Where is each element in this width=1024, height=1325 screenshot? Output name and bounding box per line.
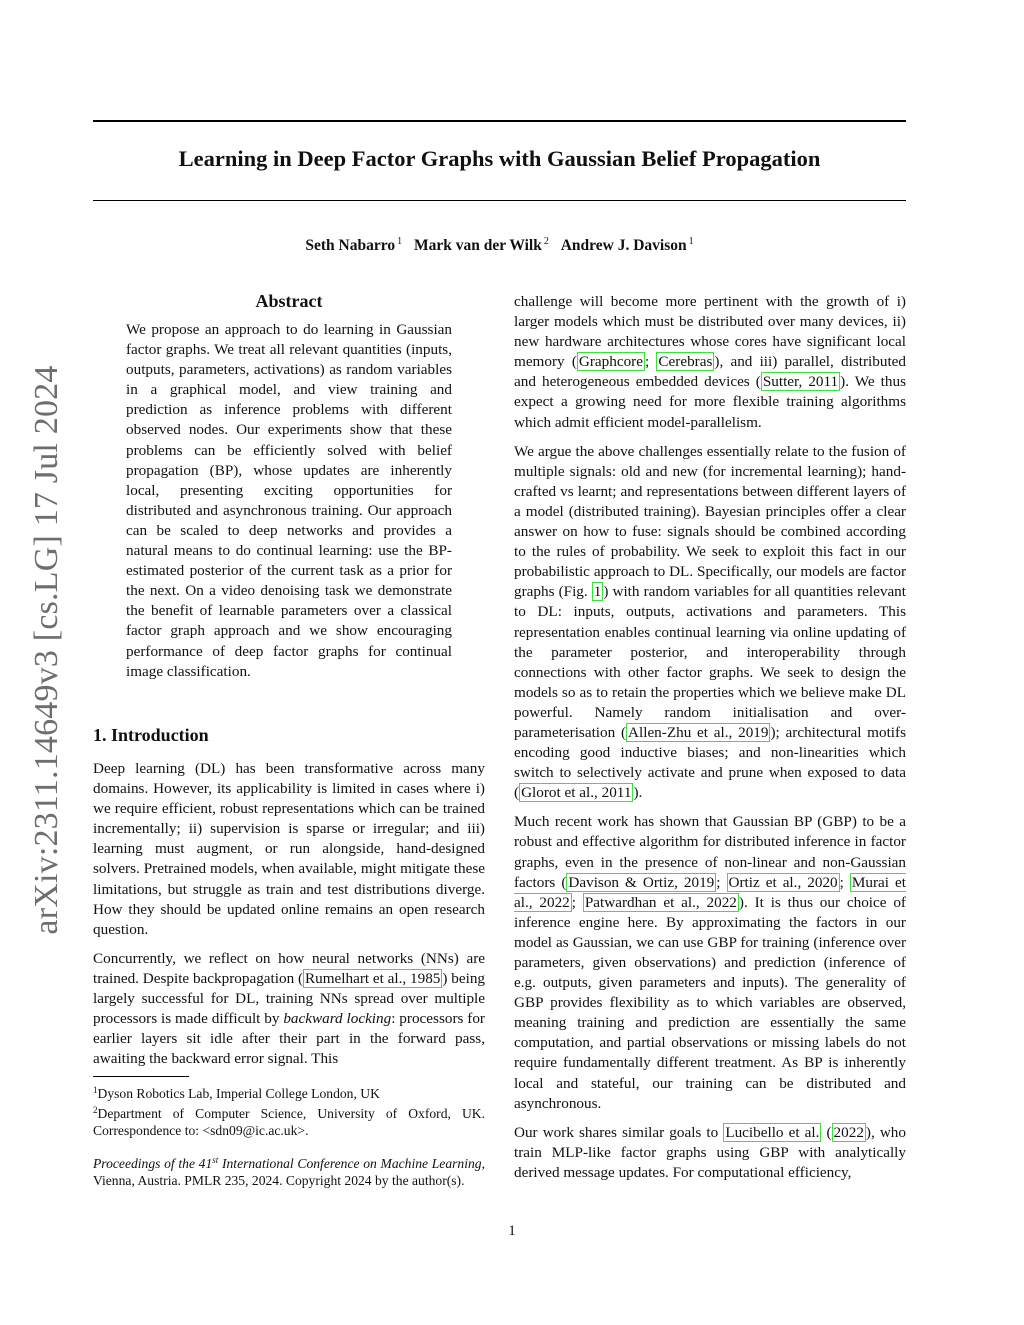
title-rule-bottom <box>93 200 906 201</box>
citation-link[interactable]: Murai et al., 2022 <box>514 873 906 911</box>
citation-link[interactable]: Sutter, 2011 <box>762 373 839 391</box>
citation-link[interactable]: Graphcore <box>578 353 643 371</box>
footnote-affiliation-2: $^2$Department of Computer Science, University of Oxford, UK. Correspondence to: <sdn09@ic.ac.uk>. <box>93 1105 485 1138</box>
figure-link[interactable]: 1 <box>593 583 602 601</box>
proceedings-note: Proceedings of the 41st International Conference on Machine Learning, Vienna, Austria. PMLR 235, 2024. Copyright 2024 by the author(s). <box>93 1155 485 1188</box>
footnotes <box>93 1082 485 1189</box>
paper-title: Learning in Deep Factor Graphs with Gaussian Belief Propagation <box>178 146 821 171</box>
introduction-heading: 1. Introduction <box>93 725 209 745</box>
page-number: 1 <box>508 1223 516 1239</box>
author: Andrew J. Davison $^1$ <box>560 236 694 254</box>
citation-link[interactable]: Glorot et al., 2011 <box>521 784 632 802</box>
footnote-affiliation-1: $^1$Dyson Robotics Lab, Imperial College London, UK <box>93 1085 380 1101</box>
abstract-heading: Abstract <box>255 291 323 311</box>
citation-link[interactable]: 2022 <box>833 1123 864 1141</box>
emphasis-text: backward locking <box>283 1010 392 1028</box>
citation-link[interactable]: Allen-Zhu et al., 2019 <box>628 723 769 741</box>
citation-link[interactable]: Patwardhan et al., 2022 <box>584 893 737 911</box>
introduction-section <box>93 724 485 1069</box>
intro-paragraph: Concurrently, we reflect on how neural networks (NNs) are trained. Despite backpropagation ( Rumelhart et al., 1985 ) being largely successful for DL, training NNs spread over multiple processors is made difficult by backward locking: processors for earlier layers sit idle after their part in the forward pass, awaiting the backward error signal. This <box>93 949 486 1068</box>
right-column <box>514 292 906 1183</box>
citation-link[interactable]: Davison & Ortiz, 2019 <box>568 873 715 891</box>
body-paragraph: We argue the above challenges essentially relate to the fusion of multiple signals: old and new (for incremental learning); hand-crafted vs learnt; and representations between different layers of a model (distributed training). Bayesian principles offer a clear answer on how to fuse: signals should be combined according to the rules of probability. We seek to exploit this fact in our probabilistic approach to DL. Specifically, our models are factor graphs (Fig. 1 ) with random variables for all quantities relevant to DL: inputs, outputs, activations and parameters. This representation enables continual learning via online updating of the parameter posterior, and interoperability through connections with other factor graphs. We seek to design the models so as to retain the properties which we believe make DL powerful. Namely random initialisation and over-parameterisation ( Allen-Zhu et al., 2019 ); architectural motifs encoding good inductive biases; and non-linearities which switch to selectively activate and prune when exposed to data ( Glorot et al., 2011 ). <box>514 442 906 802</box>
citation-link[interactable]: Ortiz et al., 2020 <box>728 873 838 891</box>
author-list <box>93 236 906 255</box>
abstract-section <box>126 290 452 682</box>
footnote-rule <box>93 1076 189 1077</box>
body-paragraph: Our work shares similar goals to Lucibello et al. ( 2022 ), who train MLP-like factor graphs using GBP with analytically derived message updates. For computational efficiency, <box>514 1123 906 1181</box>
body-paragraph: challenge will become more pertinent with the growth of i) larger models which must be distributed over many devices, ii) new hardware architectures whose cores have significant local memory ( Graphcore ; Cerebras ), and iii) parallel, distributed and heterogeneous embedded devices ( Sutter, 2011 ). We thus expect a growing need for more flexible training algorithms which admit efficient model-parallelism. <box>514 293 906 431</box>
title-rule-top <box>93 120 906 122</box>
citation-link[interactable]: Cerebras <box>658 353 713 371</box>
arxiv-identifier-text: arXiv:2311.14649v3 [cs.LG] 17 Jul 2024 <box>28 365 65 935</box>
intro-paragraph: Deep learning (DL) has been transformative across many domains. However, its applicability is limited in cases where i) we require efficient, robust representations which can be trained incrementally; ii) supervision is sparse or irregular; and iii) learning must augment, or run alongside, hand-designed solvers. Pretrained models, when available, might mitigate these limitations, but struggle as train and test distributions diverge. How they should be updated online remains an open research question. <box>93 760 485 938</box>
author: Mark van der Wilk $^2$ <box>413 236 549 254</box>
author: Seth Nabarro $^1$ <box>305 236 403 254</box>
citation-link[interactable]: Lucibello et al. <box>725 1123 820 1141</box>
citation-link[interactable]: Rumelhart et al., 1985 <box>305 969 441 987</box>
abstract-text: We propose an approach to do learning in Gaussian factor graphs. We treat all relevant quantities (inputs, outputs, parameters, activations) as random variables in a graphical model, and view training and prediction as inference problems with different observed nodes. Our experiments show that these problems can be efficiently solved with belief propagation (BP), whose updates are inherently local, presenting exciting opportunities for distributed and asynchronous training. Our approach can be scaled to deep networks and provides a natural means to do continual learning: use the BP-estimated posterior of the current task as a prior for the next. On a video denoising task we demonstrate the benefit of learnable parameters over a classical factor graph approach and we show encouraging performance of deep factor graphs for continual image classification. <box>126 321 452 680</box>
body-paragraph: Much recent work has shown that Gaussian BP (GBP) to be a robust and effective algorithm for distributed inference in factor graphs, even in the presence of non-linear and non-Gaussian factors ( Davison & Ortiz, 2019 ; Ortiz et al., 2020 ; Murai et al., 2022 ; Patwardhan et al., 2022 ). It is thus our choice of inference engine here. By approximating the factors in our model as Gaussian, we can use GBP for training (inference over parameters, given observations) and prediction (inference of e.g. outputs, given parameters and inputs). The generality of GBP provides flexibility as to which variables are observed, meaning training and prediction are essentially the same computation, and partial observations or missing labels do not require fundamentally different treatment. As BP is inherently local and stateful, our training can be distributed and asynchronous. <box>514 813 906 1112</box>
